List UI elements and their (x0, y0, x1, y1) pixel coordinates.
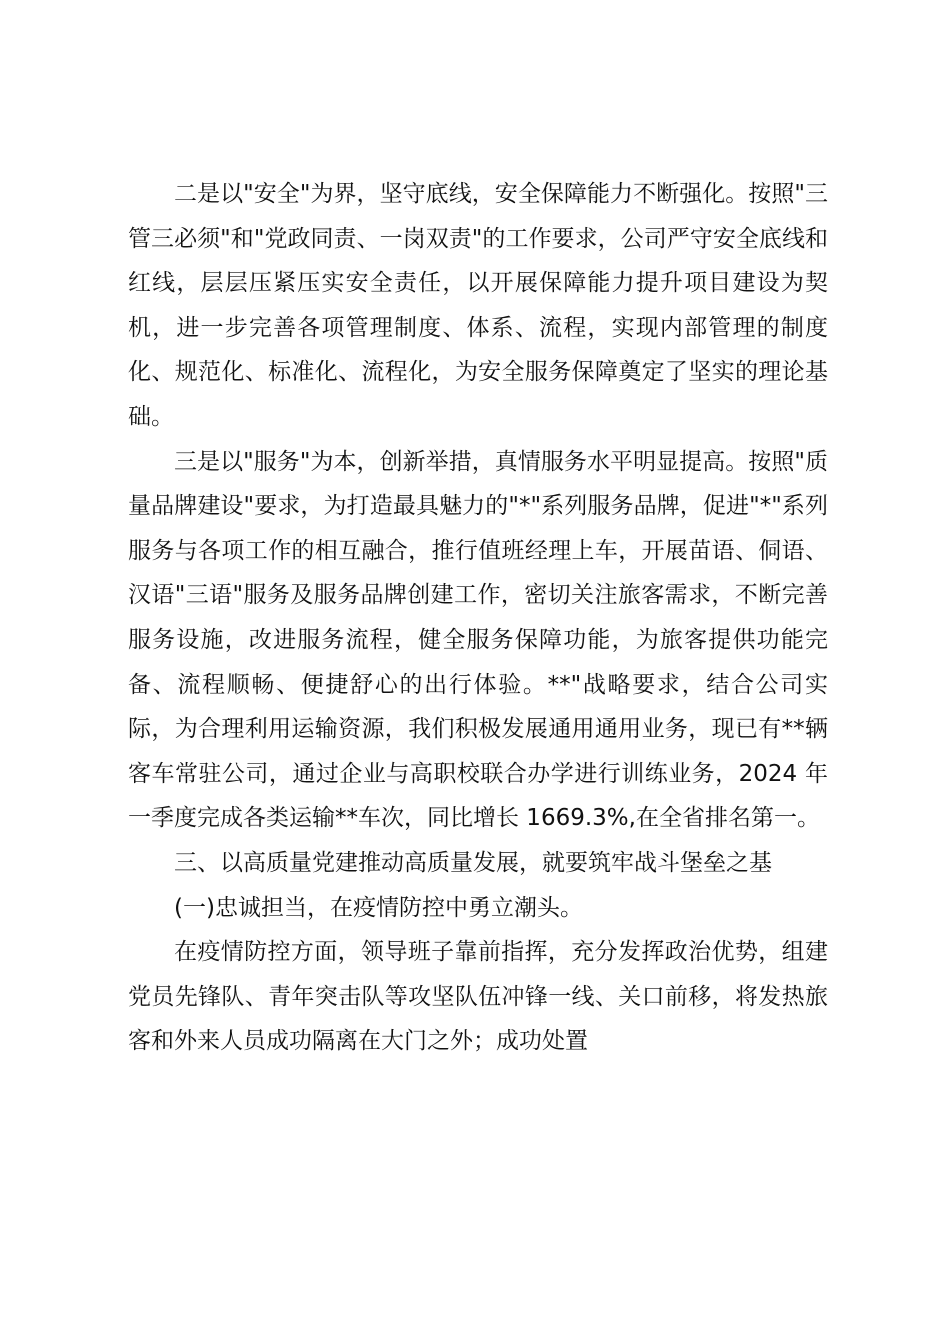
paragraph-service: 三是以"服务"为本，创新举措，真情服务水平明显提高。按照"质量品牌建设"要求，为打造最具魅力的"*"系列服务品牌，促进"*"系列服务与各项工作的相互融合，推行值班经理上车，开展苗语、侗语、汉语"三语"服务及服务品牌创建工作，密切关注旅客需求，不断完善服务设施，改进服务流程，健全服务保障功能，为旅客提供功能完备、流程顺畅、便捷舒心的出行体验。**"战略要求，结合公司实际，为合理利用运输资源，我们积极发展通用通用业务，现已有**辆客车常驻公司，通过企业与高职校联合办学进行训练业务，2024 年一季度完成各类运输**车次，同比增长 1669.3%,在全省排名第一。 (128, 448, 828, 832)
document-body (128, 172, 828, 1064)
section-heading-three: 三、以高质量党建推动高质量发展，就要筑牢战斗堡垒之基 (174, 849, 772, 876)
paragraph-epidemic: 在疫情防控方面，领导班子靠前指挥，充分发挥政治优势，组建党员先锋队、青年突击队等攻坚队伍冲锋一线、关口前移，将发热旅客和外来人员成功隔离在大门之外；成功处置 (128, 939, 828, 1055)
paragraph-safety: 二是以"安全"为界，坚守底线，安全保障能力不断强化。按照"三管三必须"和"党政同责、一岗双责"的工作要求，公司严守安全底线和红线，层层压紧压实安全责任，以开展保障能力提升项目建设为契机，进一步完善各项管理制度、体系、流程，实现内部管理的制度化、规范化、标准化、流程化，为安全服务保障奠定了坚实的理论基础。 (128, 181, 828, 430)
subsection-heading-one: (一)忠诚担当，在疫情防控中勇立潮头。 (174, 894, 583, 921)
